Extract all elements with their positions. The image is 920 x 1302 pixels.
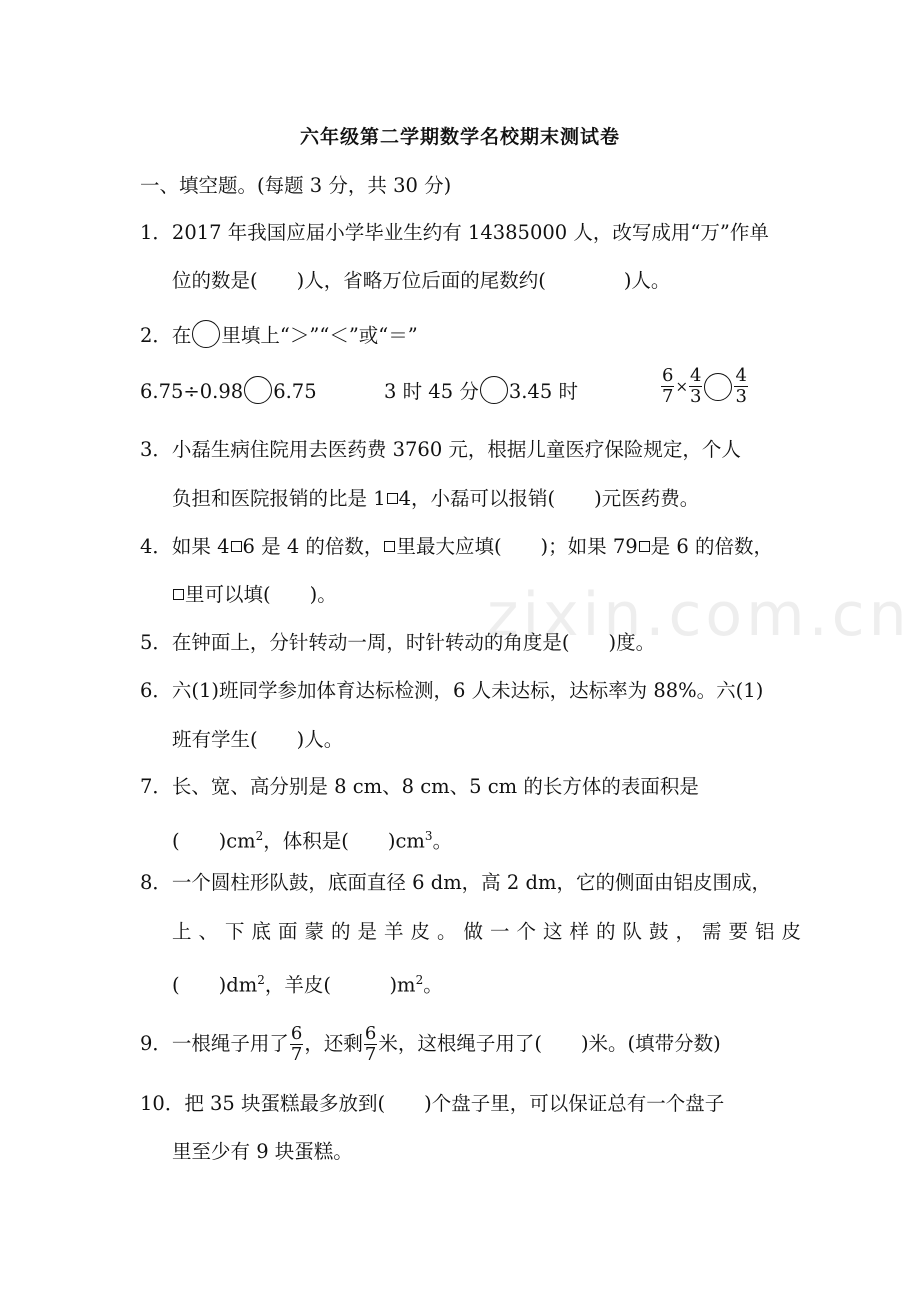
question-2-item-c (660, 366, 749, 407)
question-2-prefix: 2．在 (140, 324, 192, 347)
blank-box-icon (384, 541, 395, 552)
compare-circle-icon (704, 373, 732, 401)
question-2-line-1 (140, 320, 418, 348)
question-4-line-2: 里可以填( )。 (172, 583, 337, 607)
question-2-item-b (384, 376, 578, 404)
question-4-line-1: 4．如果 4 6 是 4 的倍数， 里最大应填( )；如果 79 是 6 的倍数， (140, 535, 773, 558)
item-a-left: 6.75÷0.98 (140, 380, 244, 403)
question-7-line-1: 7．长、宽、高分别是 8 cm、8 cm、5 cm 的长方体的表面积是 (140, 775, 699, 798)
question-1-line-1: 1．2017 年我国应届小学毕业生约有 14385000 人，改写成用“万”作单 (140, 221, 769, 244)
question-2-item-a (140, 376, 317, 404)
question-3-line-2: 负担和医院报销的比是 1 4，小磊可以报销( )元医药费。 (172, 487, 700, 510)
ratio-box-icon (387, 493, 398, 504)
question-5-line-1: 5．在钟面上，分针转动一周，时针转动的角度是( )度。 (140, 631, 656, 654)
compare-circle-icon (480, 376, 508, 404)
question-8-line-1: 8．一个圆柱形队鼓，底面直径 6 dm，高 2 dm，它的侧面由铝皮围成， (140, 871, 771, 894)
question-6-line-2: 班有学生( )人。 (172, 728, 344, 751)
compare-circle-icon (244, 376, 272, 404)
blank-box-icon (231, 541, 242, 552)
question-3-line-1: 3．小磊生病住院用去医药费 3760 元，根据儿童医疗保险规定，个人 (140, 438, 741, 461)
page-title: 六年级第二学期数学名校期末测试卷 (299, 126, 620, 148)
section-heading: 一、填空题。(每题 3 分，共 30 分) (140, 174, 452, 197)
fraction: $\frac{6}{7}$ (290, 1023, 303, 1065)
item-b-right: 3.45 时 (508, 380, 578, 403)
compare-circle-icon (192, 320, 220, 348)
item-b-left: 3 时 45 分 (384, 380, 479, 403)
fraction: $\frac{6}{7}$ (662, 365, 674, 407)
watermark: zixin.com.cn (487, 580, 911, 650)
blank-box-icon (173, 589, 184, 600)
blank-box-icon (639, 541, 650, 552)
times-sign: × (675, 377, 689, 396)
question-9-line-1: 9．一根绳子用了 $\frac{6}{7}$ ，还剩 $\frac{6}{7}$ 米，这根绳子用了( )米。(填带分数) (140, 1023, 721, 1065)
question-8-line-2: 上、下底面蒙的是羊皮。做一个这样的队鼓，需要铝皮 (172, 920, 809, 943)
question-8-line-3: ( )$dm^2$，羊皮( )$m^2$。 (172, 973, 443, 997)
question-10-line-1: 10．把 35 块蛋糕最多放到( )个盘子里，可以保证总有一个盘子 (140, 1092, 725, 1115)
fraction: $\frac{4}{3}$ (690, 365, 702, 407)
question-6-line-1: 6．六(1)班同学参加体育达标检测，6 人未达标，达标率为 88%。六(1) (140, 679, 764, 702)
fraction: $\frac{6}{7}$ (364, 1023, 377, 1065)
fraction: $\frac{4}{3}$ (735, 365, 747, 407)
item-a-right: 6.75 (273, 380, 317, 403)
question-7-line-2: ( )$cm^2$，体积是( )$cm^3$。 (172, 829, 453, 853)
question-10-line-2: 里至少有 9 块蛋糕。 (172, 1140, 353, 1163)
question-2-suffix: 里填上“＞”“＜”或“＝” (221, 324, 418, 347)
question-1-line-2: 位的数是( )人，省略万位后面的尾数约( )人。 (172, 269, 671, 292)
